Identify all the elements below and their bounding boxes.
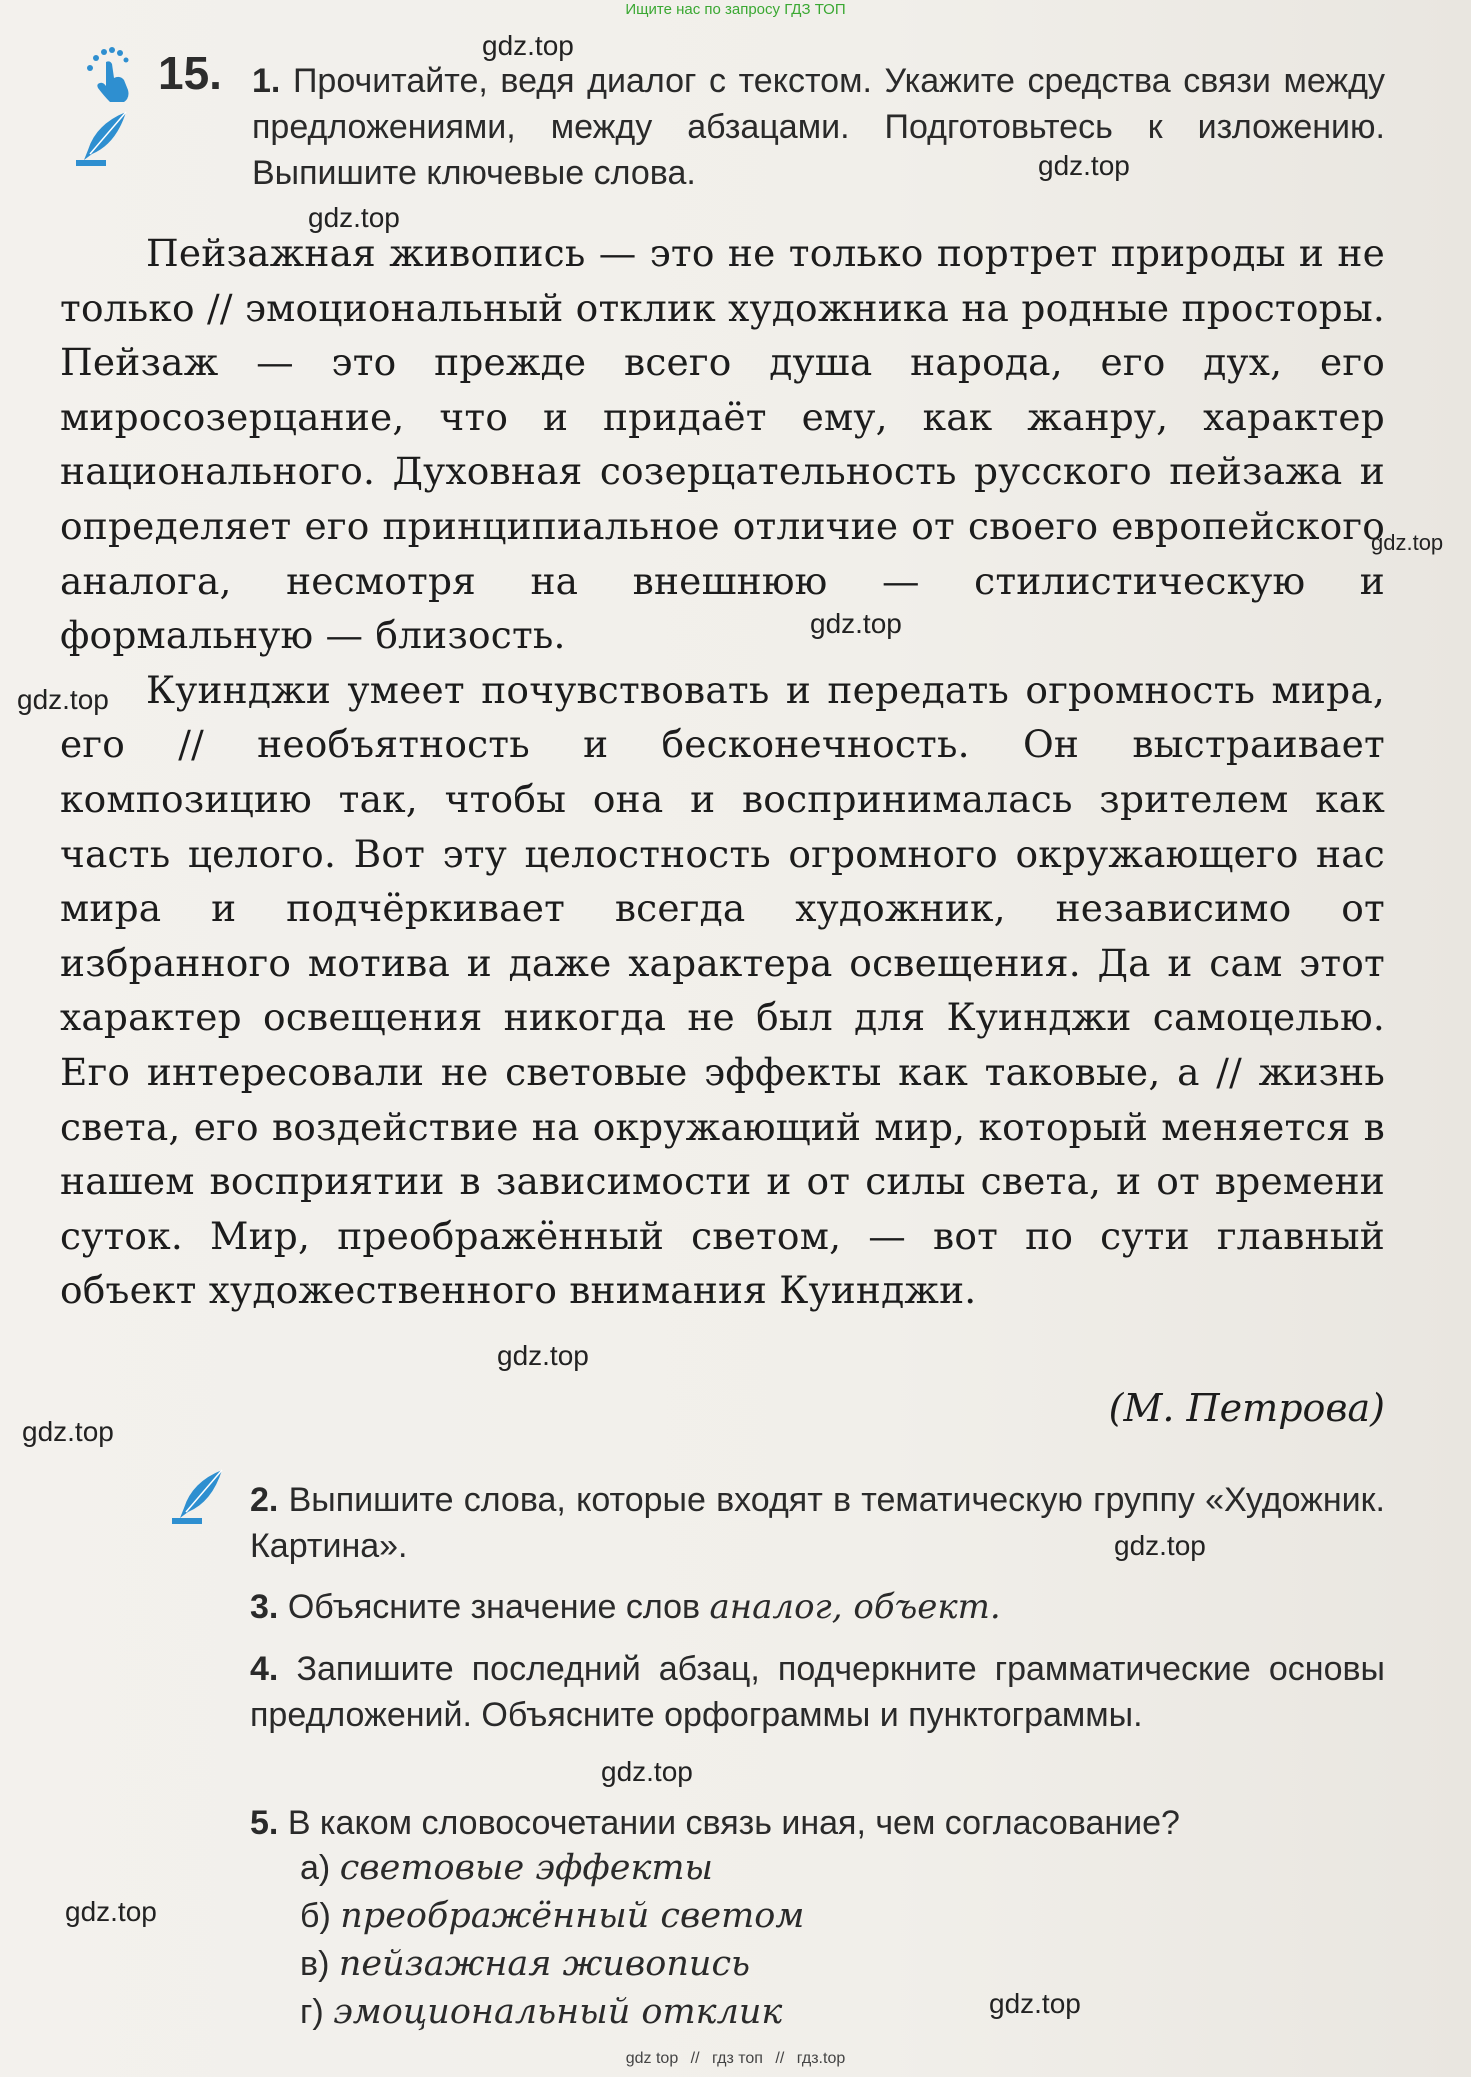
q5-text: В каком словосочетании связь иная, чем согласование? [287,1804,1180,1842]
watermark: gdz.top [1114,1530,1206,1561]
watermark: gdz.top [1371,530,1444,555]
option-text: пейзажная живопись [338,1944,751,1984]
reading-text [60,226,1385,1318]
q3-text: Объясните значение слов [287,1588,701,1626]
q3-words: аналог, объект. [709,1587,1001,1627]
option-c [300,1944,750,1984]
part1-number: 1. [252,62,281,100]
question-5 [250,1800,1385,1846]
watermark: gdz.top [810,608,902,639]
bottom-separator: // [775,2050,785,2067]
task-instruction [252,58,1385,196]
bottom-link[interactable]: гдз топ [712,2050,763,2067]
option-d [300,1992,782,2032]
watermark: gdz.top [1038,150,1130,181]
question-4 [250,1646,1385,1738]
option-letter: г) [300,1993,324,2031]
q2-number: 2. [250,1481,279,1519]
part1-text: Прочитайте, ведя диалог с текстом. Укажите средства связи между предложениями, между абзацами. Подготовьтесь к изложению. Выпишите ключевые слова. [252,62,1385,192]
option-letter: в) [300,1945,330,1983]
watermark: gdz.top [989,1988,1081,2019]
option-letter: б) [300,1897,331,1935]
q5-number: 5. [250,1804,279,1842]
watermark: gdz.top [65,1896,157,1927]
q4-number: 4. [250,1650,279,1688]
bottom-link[interactable]: гдз.top [796,2050,846,2067]
text-paragraph-2: Куинджи умеет почувствовать и передать огромность мира, его // необъятность и бесконечность. Он выстраивает композицию так, чтобы она и воспринималась зрителем как часть целого. Вот эту целостность огромного окружающего нас мира и подчёркивает всегда художник, независимо от избранного мотива и даже характера освещения. Да и сам этот характер освещения никогда не был для Куинджи самоцелью. Его интересовали не световые эффекты как таковые, а // жизнь света, его воздействие на окружающий мир, который меняется в нашем восприятии в зависимости и от силы света, и от времени суток. Мир, преображённый светом, — вот по сути главный объект художественного внимания Куинджи. [60,667,1385,1313]
q2-text: Выпишите слова, которые входят в тематическую группу «Художник. Картина». [250,1481,1385,1565]
watermark: gdz.top [601,1756,693,1787]
option-text: световые эффекты [339,1848,714,1888]
watermark: gdz.top [22,1416,114,1447]
top-banner[interactable]: Ищите нас по запросу ГДЗ ТОП [625,1,846,18]
option-text: преображённый светом [340,1896,805,1936]
option-a [300,1848,713,1888]
question-2 [250,1477,1385,1569]
option-b [300,1896,804,1936]
text-paragraph-1: Пейзажная живопись — это не только портрет природы и не только // эмоциональный отклик художника на родные просторы. Пейзаж — это прежде всего душа народа, его дух, его миросозерцание, что и придаёт ему, как жанру, характер национального. Духовная созерцательность русского пейзажа и определяет его принципиальное отличие от своего европейского аналога, несмотря на внешнюю — стилистическую и формальную — близость. [60,231,1385,658]
watermark: gdz.top [497,1340,589,1371]
tap-hand-icon [82,46,142,102]
option-letter: а) [300,1849,331,1887]
pen-icon [76,110,132,170]
watermark: gdz.top [17,684,109,715]
watermark: gdz.top [308,202,400,233]
pen-icon [172,1468,228,1528]
bottom-separator: // [690,2050,700,2067]
task-number: 15. [158,47,222,99]
option-text: эмоциональный отклик [333,1992,783,2032]
text-author: (М. Петрова) [1108,1386,1385,1430]
bottom-link[interactable]: gdz top [625,2050,679,2067]
watermark: gdz.top [482,30,574,61]
question-3 [250,1584,1385,1630]
q4-text: Запишите последний абзац, подчеркните грамматические основы предложений. Объясните орфограммы и пунктограммы. [250,1650,1385,1734]
q3-number: 3. [250,1588,279,1626]
bottom-banner[interactable] [0,2050,1471,2068]
